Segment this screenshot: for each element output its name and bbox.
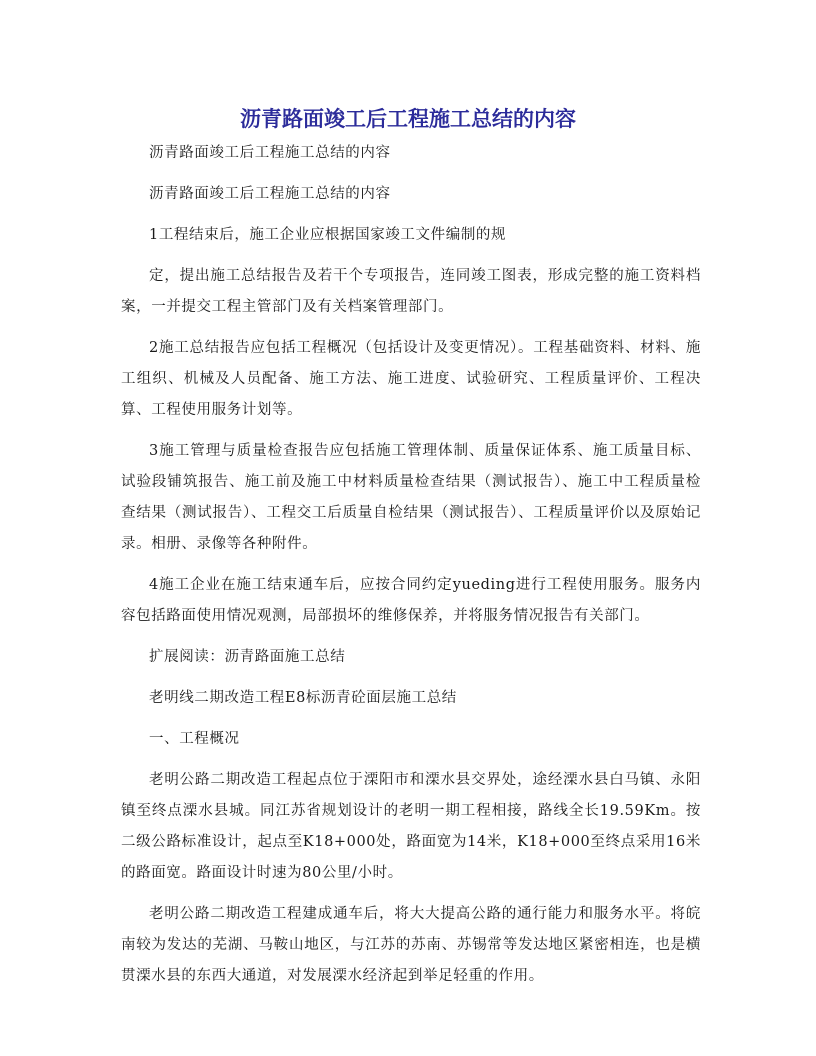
paragraph-item-2: 2施工总结报告应包括工程概况（包括设计及变更情况）。工程基础资料、材料、施工组织、机械及人员配备、施工方法、施工进度、试验研究、工程质量评价、工程决算、工程使用服务计划等。: [121, 340, 701, 418]
section-heading-overview: 一、工程概况: [149, 731, 240, 747]
paragraph-subtitle-1: 沥青路面竣工后工程施工总结的内容: [149, 145, 391, 161]
document-title: 沥青路面竣工后工程施工总结的内容: [240, 106, 576, 131]
paragraph-overview-impact: 老明公路二期改造工程建成通车后，将大大提高公路的通行能力和服务水平。将皖南较为发达的芜湖、马鞍山地区，与江苏的苏南、苏锡常等发达地区紧密相连，也是横贯溧水县的东西大通道，对发展溧水经济起到举足轻重的作用。: [121, 906, 701, 984]
paragraph-item-1-body: 定，提出施工总结报告及若干个专项报告，连同竣工图表，形成完整的施工资料档案，一并提交工程主管部门及有关档案管理部门。: [121, 268, 701, 315]
paragraph-item-3: 3施工管理与质量检查报告应包括施工管理体制、质量保证体系、施工质量目标、试验段铺筑报告、施工前及施工中材料质量检查结果（测试报告）、施工中工程质量检查结果（测试报告）、工程交工后质量自检结果（测试报告）、工程质量评价以及原始记录。相册、录像等各种附件。: [121, 443, 701, 552]
paragraph-subtitle-2: 沥青路面竣工后工程施工总结的内容: [149, 186, 391, 202]
paragraph-overview-route: 老明公路二期改造工程起点位于溧阳市和溧水县交界处，途经溧水县白马镇、永阳镇至终点溧水县城。同江苏省规划设计的老明一期工程相接，路线全长19.59Km。按二级公路标准设计，起点至K18+000处，路面宽为14米，K18+000至终点采用16米的路面宽。路面设计时速为80公里/小时。: [121, 772, 701, 881]
paragraph-extended-reading: 扩展阅读：沥青路面施工总结: [149, 649, 346, 665]
paragraph-item-1-intro: 1工程结束后，施工企业应根据国家竣工文件编制的规: [149, 227, 507, 243]
paragraph-project-title: 老明线二期改造工程E8标沥青砼面层施工总结: [149, 690, 457, 706]
paragraph-item-4: 4施工企业在施工结束通车后，应按合同约定yueding进行工程使用服务。服务内容包括路面使用情况观测，局部损坏的维修保养，并将服务情况报告有关部门。: [121, 577, 701, 624]
document-body: [121, 138, 701, 1002]
